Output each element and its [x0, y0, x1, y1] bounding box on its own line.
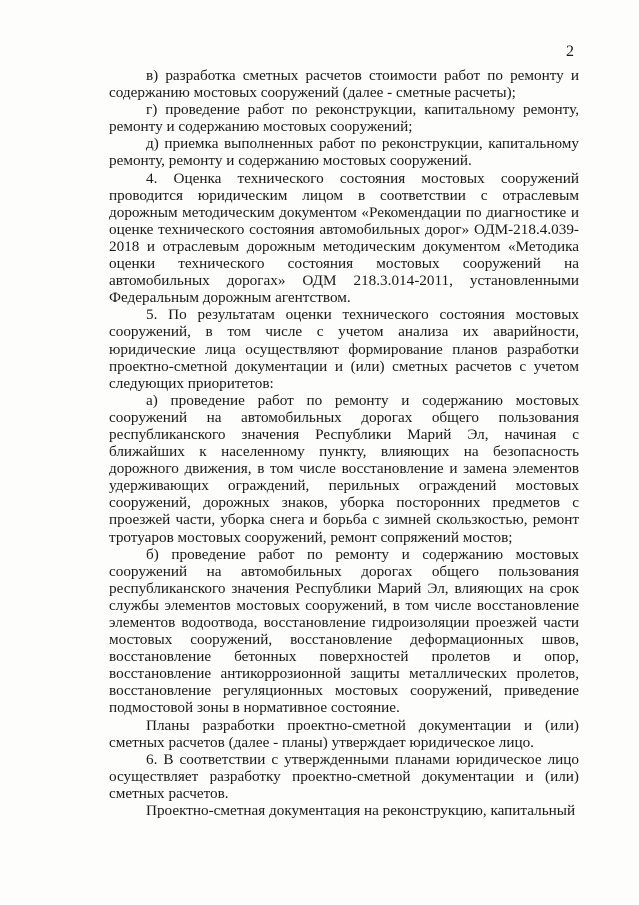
paragraph-item-6: 6. В соответствии с утвержденными планами юридическое лицо осуществляет разработку проектно-сметной документации и (или) сметных расчетов.	[109, 750, 579, 802]
page-number: 2	[566, 43, 574, 60]
paragraph-clause-b: б) проведение работ по ремонту и содержанию мостовых сооружений на автомобильных дорогах общего пользования республиканского значения Республики Марий Эл, влияющих на срок службы элементов мостовых сооружений, в том числе восстановление элементов водоотвода, восстановление гидроизоляции проезжей части мостовых сооружений, восстановление деформационных швов, восстановление бетонных поверхностей пролетов и опор, восстановление антикоррозионной защиты металлических пролетов, восстановление регуляционных мостовых сооружений, приведение подмостовой зоны в нормативное состояние.	[109, 545, 579, 717]
paragraph-clause-v: в) разработка сметных расчетов стоимости работ по ремонту и содержанию мостовых сооружений (далее - сметные расчеты);	[109, 67, 579, 102]
paragraph-clause-g: г) проведение работ по реконструкции, капитальному ремонту, ремонту и содержанию мостовых сооружений;	[109, 101, 579, 136]
document-body	[109, 67, 579, 819]
paragraph-design-documentation: Проектно-сметная документация на реконструкцию, капитальный	[146, 802, 576, 820]
paragraph-item-5: 5. По результатам оценки технического состояния мостовых сооружений, в том числе с учетом анализа их аварийности, юридические лица осуществляют формирование планов разработки проектно-сметной документации и (или) сметных расчетов с учетом следующих приоритетов:	[109, 306, 579, 392]
paragraph-plans-approval: Планы разработки проектно-сметной документации и (или) сметных расчетов (далее - планы) утверждает юридическое лицо.	[109, 716, 579, 751]
paragraph-clause-a: а) проведение работ по ремонту и содержанию мостовых сооружений на автомобильных дорогах общего пользования республиканского значения Республики Марий Эл, начиная с ближайших к населенному пункту, влияющих на безопасность дорожного движения, в том числе восстановление и замена элементов удерживающих ограждений, перильных ограждений мостовых сооружений, дорожных знаков, уборка посторонних предметов с проезжей части, уборка снега и борьба с зимней скользкостью, ремонт тротуаров мостовых сооружений, ремонт сопряжений мостов;	[109, 391, 579, 546]
paragraph-item-4: 4. Оценка технического состояния мостовых сооружений проводится юридическим лицом в соответствии с отраслевым дорожным методическим документом «Рекомендации по диагностике и оценке технического состояния автомобильных дорог» ОДМ-218.4.039-2018 и отраслевым дорожным методическим документом «Методика оценки технического состояния мостовых сооружений на автомобильных дорогах» ОДМ 218.3.014-2011, установленными Федеральным дорожным агентством.	[109, 169, 579, 307]
paragraph-clause-d: д) приемка выполненных работ по реконструкции, капитальному ремонту, ремонту и содержанию мостовых сооружений.	[109, 135, 579, 170]
